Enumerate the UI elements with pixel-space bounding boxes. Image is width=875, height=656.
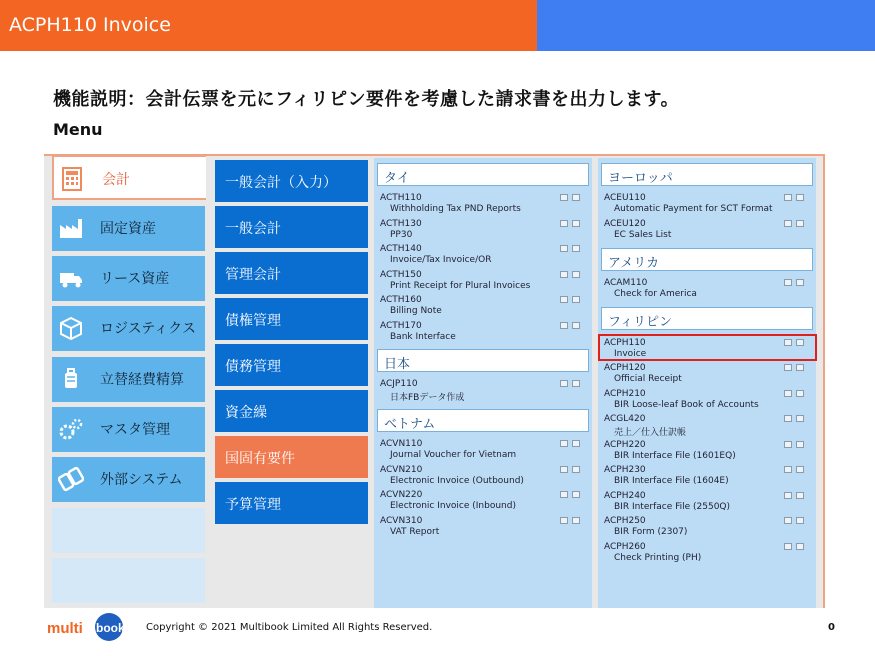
program-entry[interactable]: ACTH140 Invoice/Tax Invoice/OR (380, 244, 586, 270)
program-entry[interactable]: ACTH110 Withholding Tax PND Reports (380, 193, 586, 219)
window-icons[interactable] (784, 415, 806, 424)
window-icons[interactable] (560, 380, 582, 389)
program-entry[interactable]: ACTH160 Billing Note (380, 295, 586, 321)
nav-item-budget[interactable]: 予算管理 (215, 482, 368, 524)
nav-item-gl[interactable]: 一般会計 (215, 206, 368, 248)
truck-icon (58, 265, 84, 291)
sidebar-item-empty (52, 558, 205, 603)
sidebar-item-label: ロジスティクス (100, 321, 197, 337)
sidebar-item-logistics[interactable] (52, 306, 205, 351)
country-panel-left (374, 158, 592, 608)
window-icons[interactable] (560, 466, 582, 475)
window-icons[interactable] (560, 194, 582, 203)
luggage-icon (58, 366, 84, 392)
country-panel-right (598, 158, 816, 608)
program-entry[interactable]: ACVN210 Electronic Invoice (Outbound) (380, 465, 586, 491)
sidebar-item-accounting[interactable] (52, 155, 206, 200)
gears-icon (58, 416, 84, 442)
program-entry[interactable]: ACVN310 VAT Report (380, 516, 586, 542)
program-entry[interactable]: ACVN110 Journal Voucher for Vietnam (380, 439, 586, 465)
group-header-america: アメリカ (601, 248, 813, 271)
window-icons[interactable] (560, 220, 582, 229)
window-icons[interactable] (560, 322, 582, 331)
program-entry[interactable]: ACTH130 PP30 (380, 219, 586, 245)
window-icons[interactable] (560, 491, 582, 500)
program-entry[interactable]: ACPH210 BIR Loose-leaf Book of Accounts (604, 389, 810, 415)
window-icons[interactable] (560, 296, 582, 305)
window-icons[interactable] (784, 364, 806, 373)
sidebar-item-label: 外部システム (100, 472, 183, 488)
window-icons[interactable] (784, 220, 806, 229)
menu-heading: Menu (53, 120, 103, 139)
factory-icon (58, 215, 84, 241)
sidebar-item-lease-assets[interactable] (52, 256, 205, 301)
title-bar-accent (537, 0, 875, 51)
ledger-icon (60, 166, 86, 192)
link-icon (58, 466, 84, 492)
window-icons[interactable] (784, 194, 806, 203)
sidebar-item-label: マスタ管理 (100, 422, 170, 438)
svg-text:book: book (96, 621, 125, 635)
sidebar-item-empty (52, 508, 205, 553)
page-title: ACPH110 Invoice (9, 14, 171, 36)
nav-item-country-specific[interactable]: 国固有要件 (215, 436, 368, 478)
sidebar-item-master[interactable] (52, 407, 205, 452)
program-entry[interactable]: ACAM110 Check for America (604, 278, 810, 304)
nav-item-payables[interactable]: 債務管理 (215, 344, 368, 386)
function-description: 機能説明：会計伝票を元にフィリピン要件を考慮した請求書を出力します。 (53, 89, 680, 110)
sidebar-item-label: 会計 (102, 172, 130, 188)
multibook-logo (47, 612, 129, 642)
sidebar-item-label: 立替経費精算 (100, 372, 184, 388)
group-header-philippines: フィリピン (601, 307, 813, 330)
nav-item-management[interactable]: 管理会計 (215, 252, 368, 294)
window-icons[interactable] (560, 440, 582, 449)
sidebar-item-expenses[interactable] (52, 357, 205, 402)
box-icon (58, 315, 84, 341)
program-entry[interactable]: ACTH170 Bank Interface (380, 321, 586, 347)
program-entry[interactable]: ACEU120 EC Sales List (604, 219, 810, 245)
program-entry[interactable]: ACTH150 Print Receipt for Plural Invoices (380, 270, 586, 296)
window-icons[interactable] (784, 390, 806, 399)
window-icons[interactable] (784, 517, 806, 526)
program-entry[interactable]: ACGL420 売上／仕入仕訳帳 (604, 414, 810, 440)
program-entry[interactable]: ACPH220 BIR Interface File (1601EQ) (604, 440, 810, 466)
sidebar-item-label: 固定資産 (100, 221, 156, 237)
program-entry-selected[interactable]: ACPH110 Invoice (604, 338, 810, 364)
window-icons[interactable] (784, 279, 806, 288)
selection-highlight (598, 334, 817, 361)
window-icons[interactable] (784, 543, 806, 552)
window-icons[interactable] (784, 441, 806, 450)
page-number: 0 (828, 622, 835, 633)
program-entry[interactable]: ACPH250 BIR Form (2307) (604, 516, 810, 542)
nav-item-cashflow[interactable]: 資金繰 (215, 390, 368, 432)
program-entry[interactable]: ACPH120 Official Receipt (604, 363, 810, 389)
window-icons[interactable] (784, 492, 806, 501)
window-icons[interactable] (560, 271, 582, 280)
group-header-vietnam: ベトナム (377, 409, 589, 432)
group-header-thailand: タイ (377, 163, 589, 186)
sidebar (52, 155, 206, 608)
window-icons[interactable] (560, 517, 582, 526)
svg-text:multi: multi (47, 620, 83, 637)
group-header-europe: ヨーロッパ (601, 163, 813, 186)
copyright: Copyright © 2021 Multibook Limited All Rights Reserved. (146, 622, 433, 633)
nav-item-receivables[interactable]: 債権管理 (215, 298, 368, 340)
program-entry[interactable]: ACPH260 Check Printing (PH) (604, 542, 810, 568)
program-entry[interactable]: ACEU110 Automatic Payment for SCT Format (604, 193, 810, 219)
program-entry[interactable]: ACPH240 BIR Interface File (2550Q) (604, 491, 810, 517)
window-icons[interactable] (560, 245, 582, 254)
program-entry[interactable]: ACJP110 日本FBデータ作成 (380, 379, 586, 405)
sidebar-item-label: リース資産 (100, 271, 170, 287)
nav-item-gl-input[interactable]: 一般会計（入力） (215, 160, 368, 202)
program-entry[interactable]: ACVN220 Electronic Invoice (Inbound) (380, 490, 586, 516)
sidebar-item-external[interactable] (52, 457, 205, 502)
group-header-japan: 日本 (377, 349, 589, 372)
window-icons[interactable] (784, 466, 806, 475)
program-entry[interactable]: ACPH230 BIR Interface File (1604E) (604, 465, 810, 491)
sidebar-item-fixed-assets[interactable] (52, 206, 205, 251)
